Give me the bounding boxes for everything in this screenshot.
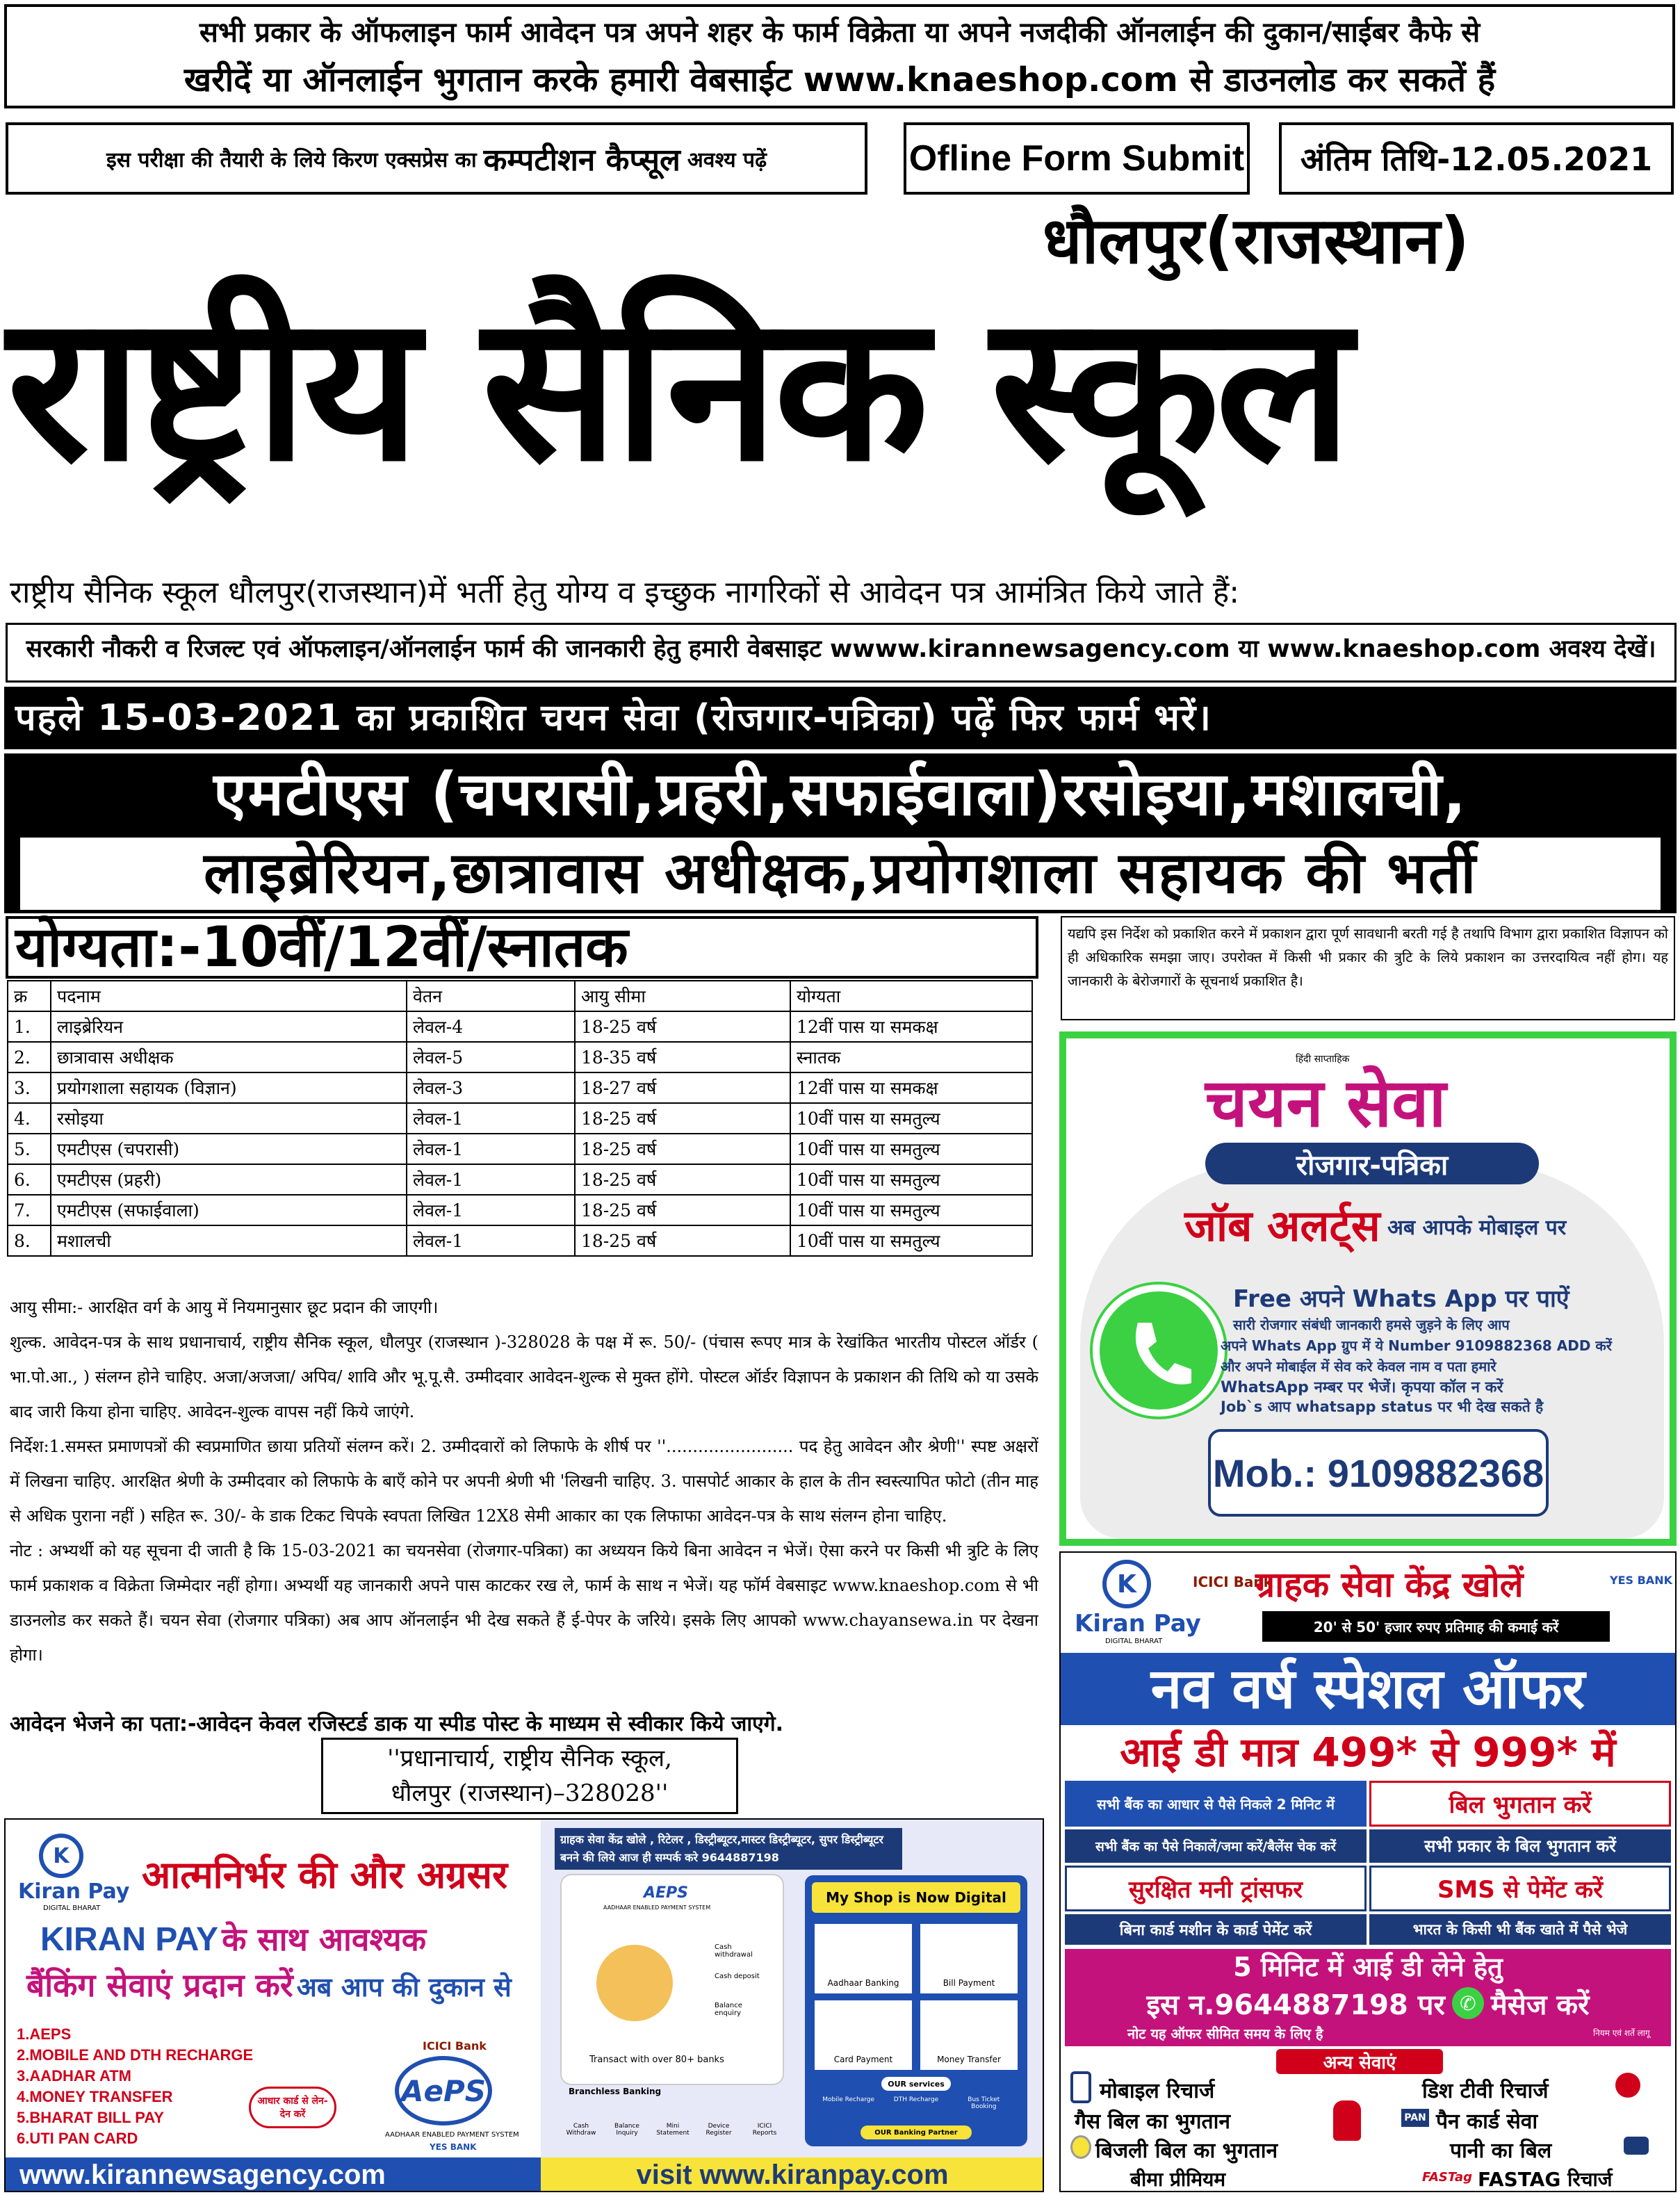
table-row (8, 1042, 1032, 1072)
posts-line-2: लाइब्रेरियन,छात्रावास अधीक्षक,प्रयोगशाला सहायक की भर्ती (20, 838, 1661, 910)
job-alerts-label: जॉब अलर्ट्स (1184, 1200, 1380, 1251)
age-note: आयु सीमा:- आरक्षित वर्ग के आयु में नियमानुसार छूट प्रदान की जाएगी। (10, 1298, 439, 1317)
contact-number: इस न.9644887198 पर (1146, 1989, 1445, 2021)
posts-table-wrap (7, 980, 1033, 1257)
cell: 18-27 वर्ष (575, 1072, 790, 1103)
service-item: 3.AADHAR ATM (17, 2067, 131, 2084)
tile: Money Transfer (920, 2000, 1018, 2070)
branchless-item: Cash Withdraw (566, 2123, 596, 2137)
dish-icon (1615, 2073, 1640, 2098)
other-mobile: मोबाइल रिचार्ज (1100, 2079, 1215, 2103)
aeps-logo: AePS (395, 2056, 492, 2125)
bottom-right-panel (541, 1820, 1044, 2192)
service-icon-row (815, 2096, 1018, 2110)
bulb-icon (1070, 2135, 1091, 2159)
phone-item: Cash withdrawal (715, 1943, 753, 1959)
cell: 18-25 वर्ष (575, 1225, 790, 1256)
kiranpay-bottom-ad (4, 1818, 1044, 2192)
disclaimer-text: यद्यपि इस निर्देश को प्रकाशित करने में प्रकाशन द्वारा पूर्ण सावधानी बरती गई है तथापि विभाग द्वारा प्रकाशित विज्ञापन को ही अधिकारिक समझा जाए। उपरोक्त में किसी भी प्रकार की त्रुटि के लिये प्रकाशन का उत्तरदायित्व नहीं होग। यह जानकारी के बेरोजगारों के सूचनार्थ प्रकाशित है। (1068, 925, 1668, 989)
other-electricity: बिजली बिल का भुगतान (1095, 2139, 1278, 2163)
chayan-text-1: सारी रोजगार संबंधी जानकारी हमसे जुड़ने के लिए आप (1233, 1316, 1510, 1333)
capsule-name: कम्पटीशन कैप्सूल (483, 142, 680, 178)
cell: 18-35 वर्ष (575, 1042, 790, 1072)
qualification-heading: योग्यता:-10वीं/12वीं/स्नातक (6, 916, 1038, 979)
cell: लाइब्रेरियन (51, 1011, 407, 1042)
cell: 18-25 वर्ष (575, 1164, 790, 1195)
service-money-transfer: सुरक्षित मनी ट्रांसफर (1065, 1866, 1367, 1911)
cell: 10वीं पास या समतुल्य (790, 1103, 1032, 1134)
details-block (10, 1290, 1038, 1736)
fastag-tag: FASTag (1422, 2170, 1473, 2185)
table-row (8, 1134, 1032, 1164)
csp-banner: ग्राहक सेवा केंद्र खोलें (1255, 1565, 1524, 1605)
other-fastag: FASTAG रिचार्ज (1478, 2168, 1613, 2191)
id-banner: 5 मिनिट में आई डी लेने हेतु (1233, 1952, 1503, 1982)
other-services (1061, 2048, 1675, 2192)
cell: एमटीएस (प्रहरी) (51, 1164, 407, 1195)
cell: 18-25 वर्ष (575, 1195, 790, 1225)
banking-line (26, 1963, 512, 2006)
header-post: पदनाम (51, 981, 407, 1011)
cell: छात्रावास अधीक्षक (51, 1042, 407, 1072)
center-head: ग्राहक सेवा केंद्र खोले , रिटेलर , डिस्ट्रीब्यूटर,मास्टर डिस्ट्रीब्यूटर, सुपर डिस्ट्रीब्यूटर बनने की लिये आज ही सम्पर्क करे 9644887198 (555, 1828, 902, 1870)
service-card: बिना कार्ड मशीन के कार्ड पेमेंट करें (1065, 1914, 1367, 1945)
offer-price: आई डी मात्र 499* से 999* में (1061, 1725, 1675, 1779)
terms-note: नियम एवं शर्ते लागू (1593, 2028, 1650, 2038)
bottom-yes-bank: YES BANK (430, 2142, 477, 2152)
tile: Card Payment (815, 2000, 912, 2070)
phone-aeps-sub: AADHAAR ENABLED PAYMENT SYSTEM (603, 1904, 711, 1911)
cell: 10वीं पास या समतुल्य (790, 1134, 1032, 1164)
cell: एमटीएस (चपरासी) (51, 1134, 407, 1164)
chayan-small-top: हिंदी साप्ताहिक (1296, 1054, 1350, 1065)
cell: 8. (8, 1225, 51, 1256)
chayan-sewa-ad (1059, 1031, 1677, 1546)
branchless-item: Balance Inquiry (614, 2123, 639, 2137)
header-line-1: सभी प्रकार के ऑफलाइन फार्म आवेदन पत्र अपने शहर के फार्म विक्रेता या अपने नजदीकी ऑनलाईन की दुकान/साईबर कैफे से (199, 17, 1481, 49)
bottom-icici: ICICI Bank (423, 2039, 487, 2053)
service-icon-label: DTH Recharge (893, 2096, 939, 2103)
kiran-pay-name: KIRAN PAY (40, 1921, 219, 1958)
table-row (8, 1011, 1032, 1042)
cell: लेवल-1 (407, 1103, 575, 1134)
service-icon-label: Mobile Recharge (822, 2096, 875, 2103)
cell: 10वीं पास या समतुल्य (790, 1195, 1032, 1225)
visit-link[interactable]: visit www.kiranpay.com (541, 2157, 1044, 2192)
kiran-pay-suffix: के साथ आवश्यक (222, 1920, 427, 1958)
service-sms: SMS से पेमेंट करें (1369, 1866, 1671, 1911)
read-first-bar: पहले 15-03-2021 का प्रकाशित चयन सेवा (रोजगार-पत्रिका) पढ़ें फिर फार्म भरें। (4, 687, 1677, 749)
kiranpay-top (1061, 1553, 1675, 1653)
mobile-icon (1070, 2071, 1091, 2103)
phone-glyph (1100, 1291, 1218, 1410)
address-line-2: धौलपुर (राजस्थान)–328028'' (391, 1779, 669, 1807)
capsule-note (6, 122, 867, 195)
service-item: 4.MONEY TRANSFER (17, 2088, 173, 2105)
kiranpay-logo (1075, 1560, 1201, 1650)
header-line-2: खरीदें या ऑनलाईन भुगतान करके हमारी वेबसाईट www.knaeshop.com से डाउनलोड कर सकतें हैं (184, 60, 1496, 99)
cell: लेवल-1 (407, 1195, 575, 1225)
cell: 12वीं पास या समकक्ष (790, 1072, 1032, 1103)
chayan-subtitle: रोजगार-पत्रिका (1205, 1143, 1539, 1184)
kiranpay-line (40, 1917, 426, 1960)
cell: 5. (8, 1134, 51, 1164)
service-item: 2.MOBILE AND DTH RECHARGE (17, 2046, 254, 2064)
cell: लेवल-4 (407, 1011, 575, 1042)
service-any-bank: भारत के किसी भी बैंक खाते में पैसे भेजे (1369, 1914, 1671, 1945)
candidate-note: नोट : अभ्यर्थी को यह सूचना दी जाती है कि 15-03-2021 का चयनसेवा (रोजगार-पत्रिका) का अध्ययन किये बिना आवेदन न भेजें। ऐसा करने पर किसी भी त्रुटि के लिए फार्म प्रकाशक व विक्रेता जिम्मेदार नहीं होगा। अभ्यर्थी यह जानकारी अपने पास काटकर रख ले, फार्म के साथ न भेजें। यह फॉर्म वेबसाइट www.knaeshop.com से भी डाउनलोड कर सकते हैं। चयन सेवा (रोजगार पत्रिका) अब आप ऑनलाईन भी देख सकते हैं ई-पेपर के जरिये। इसके लिए आपको www.chayansewa.in पर देखना होगा। (10, 1541, 1038, 1665)
posts-heading (4, 753, 1677, 913)
address-heading: आवेदन भेजने का पता:-आवेदन केवल रजिस्टर्ड डाक या स्पीड पोस्ट के माध्यम से स्वीकार किये जाएगे. (10, 1712, 783, 1736)
cell: लेवल-1 (407, 1134, 575, 1164)
phone-item: Balance enquiry (715, 2002, 742, 2017)
service-item: 5.BHARAT BILL PAY (17, 2109, 164, 2126)
transact-label: Transact with over 80+ banks (589, 2055, 724, 2065)
branchless-item: Device Register (706, 2123, 732, 2137)
website-note-text: सरकारी नौकरी व रिजल्ट एवं ऑफलाइन/ऑनलाईन फार्म की जानकारी हेतु हमारी वेबसाइट wwww.kirannewsagency.com या www.knaeshop.com अवश्य देखें। (26, 635, 1656, 663)
submit-mode-badge: Ofline Form Submit (904, 122, 1250, 195)
cell: 12वीं पास या समकक्ष (790, 1011, 1032, 1042)
header-serial: क्र (8, 981, 51, 1011)
cell: 7. (8, 1195, 51, 1225)
other-gas: गैस बिल का भुगतान (1075, 2110, 1231, 2134)
service-icon-label: Bus Ticket Booking (968, 2096, 1000, 2110)
banking-services: बैंकिंग सेवाएं प्रदान करें (26, 1966, 293, 2004)
service-bill: बिल भुगतान करें (1369, 1781, 1671, 1827)
cell: लेवल-5 (407, 1042, 575, 1072)
whatsapp-small-icon: ✆ (1452, 1987, 1484, 2019)
our-services-label: OUR services (881, 2077, 951, 2091)
gas-cylinder-icon (1333, 2100, 1361, 2141)
cell: 4. (8, 1103, 51, 1134)
kiranpay-right-ad (1059, 1551, 1677, 2192)
offer-note: नोट यह ऑफर सीमित समय के लिए है (1127, 2025, 1323, 2042)
cell: लेवल-1 (407, 1164, 575, 1195)
tile: Aadhaar Banking (815, 1924, 912, 1993)
cell: 1. (8, 1011, 51, 1042)
table-row (8, 1103, 1032, 1134)
service-item: 6.UTI PAN CARD (17, 2130, 138, 2147)
tile: Bill Payment (920, 1924, 1018, 1993)
services-grid (1065, 1781, 1671, 1945)
bottom-headline: आत्मनिर्भर की और अग्रसर (142, 1853, 508, 1897)
cell: एमटीएस (सफाईवाला) (51, 1195, 407, 1225)
chayan-text-3: और अपने मोबाईल में सेव करे केवल नाम व पता हमारे (1221, 1358, 1496, 1375)
service-item: 1.AEPS (17, 2025, 72, 2043)
table-row (8, 1164, 1032, 1195)
cell: लेवल-1 (407, 1225, 575, 1256)
posts-line-1: एमटीएस (चपरासी,प्रहरी,सफाईवाला)रसोइया,मशालची, (213, 760, 1467, 829)
phone-item: Cash deposit (715, 1973, 760, 1980)
kp-logo-tagline: DIGITAL BHARAT (1105, 1638, 1163, 1645)
header-qualification: योग्यता (790, 981, 1032, 1011)
pan-tag: PAN (1401, 2109, 1429, 2127)
chayan-brand: चयन सेवा (1205, 1064, 1446, 1142)
other-pan: पैन कार्ड सेवा (1436, 2110, 1538, 2134)
chayan-text-5: Job`s आप whatsapp status पर भी देख सकते है (1221, 1398, 1544, 1415)
header-age: आयु सीमा (575, 981, 790, 1011)
shop-line: अब आप की दुकान से (296, 1972, 512, 2002)
other-water: पानी का बिल (1450, 2139, 1552, 2163)
branchless-item: Mini Statement (656, 2123, 690, 2137)
service-aadhar: सभी बैंक का आधार से पैसे निकले 2 मिनिट में (1065, 1781, 1367, 1827)
partner-label: OUR Banking Partner (861, 2125, 972, 2139)
posts-table (7, 980, 1033, 1257)
other-services-title: अन्य सेवाएं (1276, 2049, 1443, 2074)
digital-title: My Shop is Now Digital (812, 1882, 1020, 1913)
cell: लेवल-3 (407, 1072, 575, 1103)
bottom-logo-brand: Kiran Pay (18, 1879, 130, 1904)
cell: 2. (8, 1042, 51, 1072)
cell: 18-25 वर्ष (575, 1103, 790, 1134)
fee-note: शुल्क. आवेदन-पत्र के साथ प्रधानाचार्य, राष्ट्रीय सैनिक स्कूल, धौलपुर (राजस्थान )-328028 के पक्ष में रू. 50/- (पंचास रूपए मात्र के रेखांकित भारतीय पोस्टल ऑर्डर ( भा.पो.आ., ) संलग्न होने चाहिए. अजा/अजजा/ अपिव/ शावि और भू.पू.सै. उम्मीदवार आवेदन-शुल्क से मुक्त होंगे. पोस्टल ऑर्डर विज्ञापन के प्रकाशन की तिथि को या उसके बाद जारी किया होना चाहिए. आवेदन-शुल्क वापस नहीं किये जाएंगे. (10, 1332, 1038, 1421)
branchless-row (562, 2100, 784, 2137)
table-row (8, 1195, 1032, 1225)
branchless-label: Branchless Banking (569, 2087, 662, 2096)
service-bill-all: सभी प्रकार के बिल भुगतान करें (1369, 1829, 1671, 1862)
earning-strip: 20' से 50' हजार रुपए प्रतिमाह की कमाई करें (1262, 1611, 1610, 1642)
cell: रसोइया (51, 1103, 407, 1134)
table-row (8, 1072, 1032, 1103)
table-header-row (8, 981, 1032, 1011)
bottom-logo-tagline: DIGITAL BHARAT (43, 1904, 101, 1912)
cell: 18-25 वर्ष (575, 1011, 790, 1042)
service-deposit: सभी बैंक का पैसे निकालें/जमा करें/बैलेंस चेक करें (1065, 1829, 1367, 1862)
kp-logo-icon: K (1102, 1560, 1151, 1608)
bottom-left-panel (6, 1820, 541, 2157)
bottom-website: www.kirannewsagency.com (6, 2157, 541, 2192)
cell: 10वीं पास या समतुल्य (790, 1225, 1032, 1256)
tap-icon (1624, 2137, 1649, 2155)
cell: स्नातक (790, 1042, 1032, 1072)
kp-logo-brand: Kiran Pay (1075, 1610, 1201, 1638)
last-date-badge: अंतिम तिथि-12.05.2021 (1279, 122, 1674, 195)
fingerprint-icon (596, 1945, 673, 2021)
on-mobile-label: अब आपके मोबाइल पर (1387, 1216, 1567, 1240)
phone-aeps: AEPS (643, 1884, 689, 1902)
aadhar-tag: आधार कार्ड से लेन-देन करें (249, 2087, 336, 2128)
offer-title: नव वर्ष स्पेशल ऑफर (1061, 1653, 1675, 1725)
aeps-sub: AADHAAR ENABLED PAYMENT SYSTEM (385, 2131, 519, 2139)
cell: 6. (8, 1164, 51, 1195)
chayan-text-4: WhatsApp नम्बर पर भेजें। कृपया कॉल न करें (1221, 1379, 1503, 1396)
bottom-logo-icon: K (39, 1834, 83, 1878)
disclaimer-box (1061, 916, 1675, 1020)
address-box (321, 1738, 738, 1814)
chayan-text-2: अपने Whats App ग्रुप में ये Number 9109882368 ADD करें (1221, 1337, 1612, 1354)
cell: 3. (8, 1072, 51, 1103)
cell: 10वीं पास या समतुल्य (790, 1164, 1032, 1195)
capsule-prefix: इस परीक्षा की तैयारी के लिये किरण एक्सप्रेस का (106, 147, 477, 172)
cell: 18-25 वर्ष (575, 1134, 790, 1164)
capsule-suffix: अवश्य पढ़ें (687, 147, 767, 172)
address-line-1: ''प्रधानाचार्य, राष्ट्रीय सैनिक स्कूल, (387, 1745, 672, 1772)
free-line: Free अपने Whats App पर पाऐं (1233, 1285, 1569, 1313)
contact-message: मैसेज करें (1490, 1989, 1590, 2021)
website-note (6, 623, 1677, 683)
instructions-note: निर्देश:1.समस्त प्रमाणपत्रों की स्वप्रमाणित छाया प्रतियों संलग्न करें। 2. उम्मीदवारों को लिफाफे के शीर्ष पर ''........................ पद हेतु आवेदन और श्रेणी'' स्पष्ट अक्षरों में लिखना चाहिए. आरक्षित श्रेणी के उम्मीदवार को लिफाफे के बाएँ कोने पर अपनी श्रेणी भी 'लिखनी चाहिए. 3. पासपोर्ट आकार के हाल के तीन स्वस्त्यापित फोटो (तीन माह से अधिक पुराना नहीं ) सहित रू. 30/- के डाक टिकट चिपके स्वपता लिखित 12X8 सेमी आकार का एक लिफाफा आवेदन-पत्र के साथ संलग्न होना चाहिए. (10, 1437, 1038, 1526)
chayan-mobile: Mob.: 9109882368 (1208, 1429, 1549, 1517)
other-insurance: बीमा प्रीमियम (1130, 2168, 1226, 2191)
phone-mockup (562, 1875, 783, 2084)
icici-bank-label: ICICI Bank (1193, 1574, 1273, 1590)
school-name-title: राष्ट्रीय सैनिक स्कूल (7, 272, 1348, 506)
cell: मशालची (51, 1225, 407, 1256)
table-row (8, 1225, 1032, 1256)
top-header-box (4, 4, 1675, 108)
header-pay: वेतन (407, 981, 575, 1011)
location-title: धौलपुर(राजस्थान) (1043, 204, 1470, 278)
yes-bank-label: YES BANK (1610, 1574, 1672, 1587)
whatsapp-icon (1093, 1284, 1225, 1417)
digital-panel (805, 1875, 1027, 2146)
branchless-item: ICICI Reports (752, 2123, 777, 2137)
cell: प्रयोगशाला सहायक (विज्ञान) (51, 1072, 407, 1103)
note-row (1065, 2021, 1671, 2045)
contact-block (1065, 1949, 1671, 2046)
intro-text: राष्ट्रीय सैनिक स्कूल धौलपुर(राजस्थान)में भर्ती हेतु योग्य व इच्छुक नागरिकों से आवेदन पत्र आमंत्रित किये जाते हैं: (10, 575, 1240, 610)
contact-row (1065, 1985, 1671, 2021)
other-dish: डिश टीवी रिचार्ज (1422, 2079, 1549, 2103)
